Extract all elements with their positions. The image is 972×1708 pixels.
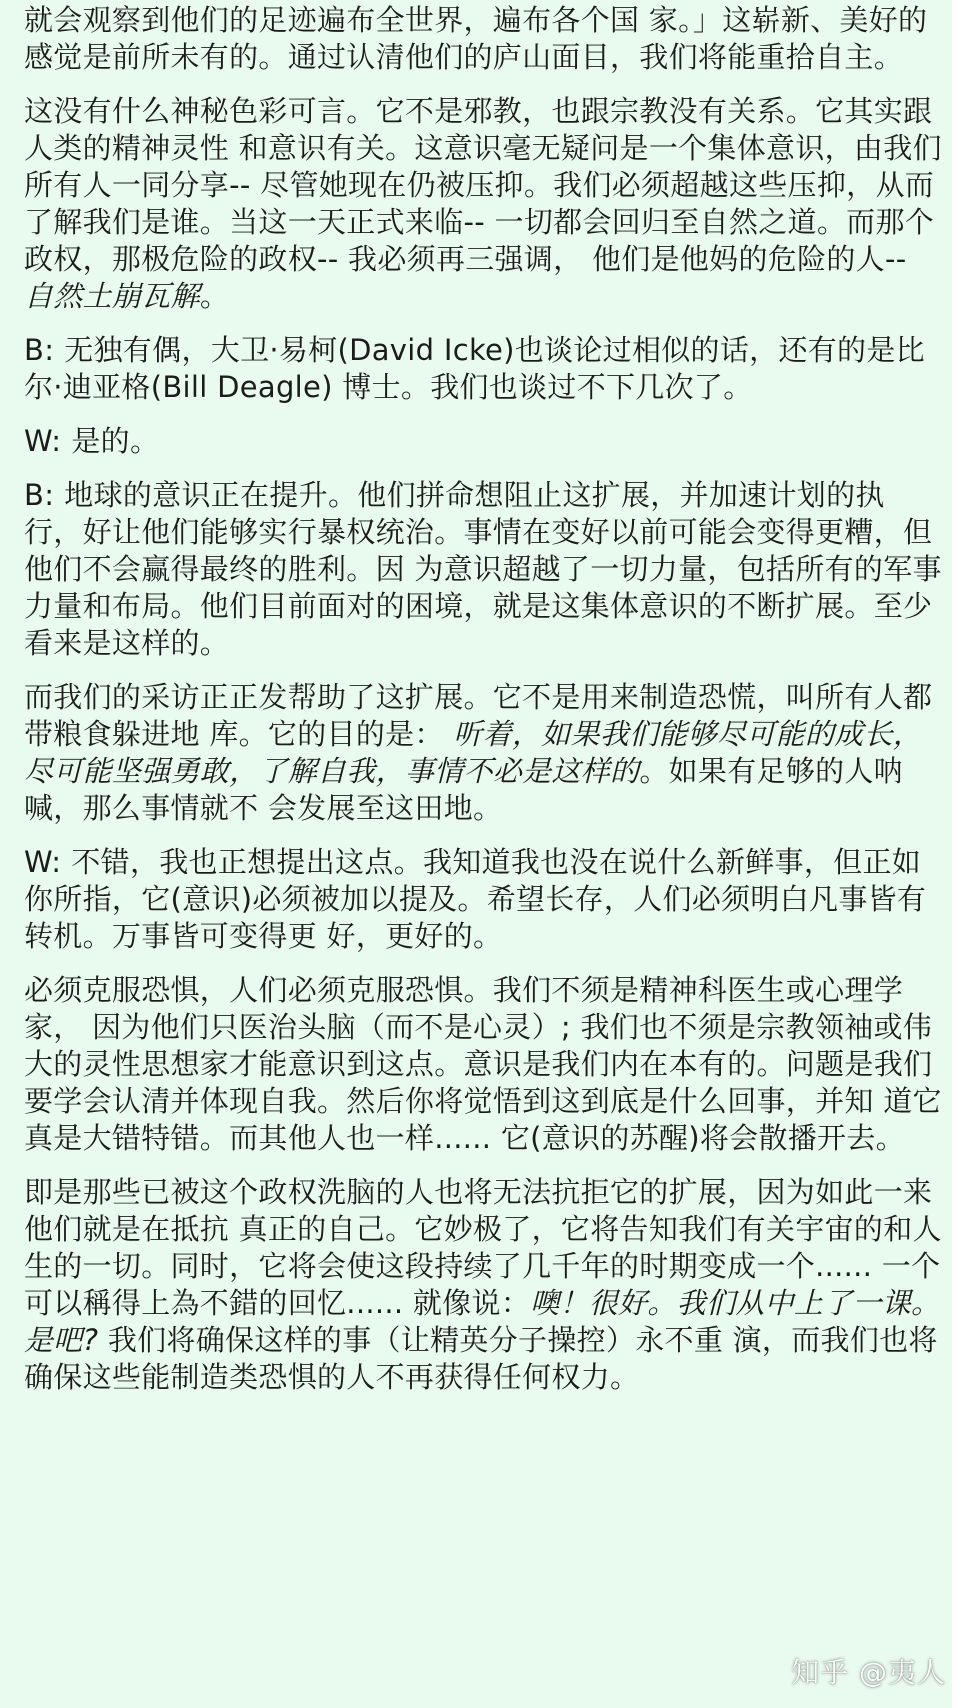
paragraph-text: 必须克服恐惧，人们必须克服恐惧。我们不须是精神科医生或心理学家， 因为他们只医治头脑（而不是心灵）; 我们也不须是宗教领袖或伟大的灵性思想家才能意识到这点。意识是我们内在本有的。问题是我们要学会认清并体现自我。然后你将觉悟到这到底是什么回事，并知 道它真是大错特错。而其他人也一样...... 它(意识的苏醒)将会散播开去。 — [24, 973, 942, 1155]
speaker-label: W: — [24, 845, 62, 879]
emphasized-text: 噢！很好。我们从中上了一课。是吧? — [24, 1286, 941, 1357]
article-paragraph — [24, 93, 942, 315]
right-gutter — [952, 0, 972, 1708]
emphasized-text: 自然土崩瓦解 — [24, 279, 200, 313]
article-paragraph — [24, 2, 942, 76]
article-paragraph — [24, 972, 942, 1157]
paragraph-text: 即是那些已被这个政权洗脑的人也将无法抗拒它的扩展，因为如此一来他们就是在抵抗 真正的自己。它妙极了，它将告知我们有关宇宙的和人生的一切。同时，它将会使这段持续了几千年的时期变成一个...... 一个可以稱得上為不錯的回忆...... 就像说： — [24, 1175, 942, 1320]
article-paragraph — [24, 477, 942, 662]
article-paragraph — [24, 1174, 942, 1396]
article-paragraph — [24, 332, 942, 406]
article-paragraph — [24, 423, 942, 460]
paragraph-text: 不错，我也正想提出这点。我知道我也没在说什么新鲜事，但正如你所指，它(意识)必须被加以提及。希望长存，人们必须明白凡事皆有转机。万事皆可变得更 好，更好的。 — [24, 845, 927, 953]
speaker-label: B: — [24, 333, 55, 367]
speaker-label: B: — [24, 478, 55, 512]
article-paragraph — [24, 844, 942, 955]
emphasized-text: 听着，如果我们能够尽可能的成长，尽可能坚强勇敢，了解自我，事情不必是这样的 — [24, 717, 923, 788]
paragraph-text: 。 — [199, 279, 230, 313]
article-paragraph — [24, 679, 942, 827]
paragraph-text: 我们将确保这样的事（让精英分子操控）永不重 演，而我们也将确保这些能制造类恐惧的人不再获得任何权力。 — [24, 1323, 938, 1394]
paragraph-text: 。如果有足够的人呐喊，那么事情就不 会发展至这田地。 — [24, 754, 904, 825]
speaker-label: W: — [24, 424, 62, 458]
paragraph-text: 无独有偶，大卫·易柯(David Icke)也谈论过相似的话，还有的是比尔·迪亚格(Bill Deagle) 博士。我们也谈过不下几次了。 — [24, 333, 925, 404]
paragraph-text: 就会观察到他们的足迹遍布全世界，遍布各个国 家。」这崭新、美好的感觉是前所未有的。通过认清他们的庐山面目，我们将能重拾自主。 — [24, 3, 928, 74]
paragraph-text: 这没有什么神秘色彩可言。它不是邪教，也跟宗教没有关系。它其实跟人类的精神灵性 和意识有关。这意识毫无疑问是一个集体意识，由我们所有人一同分享-- 尽管她现在仍被压抑。我们必须超越这些压抑，从而了解我们是谁。当这一天正式来临-- 一切都会回归至自然之道。而那个政权，那极危险的政权-- 我必须再三强调， 他们是他妈的危险的人-- — [24, 94, 942, 276]
paragraph-text: 是的。 — [71, 424, 160, 458]
paragraph-text: 地球的意识正在提升。他们拼命想阻止这扩展，并加速计划的执行，好让他们能够实行暴权统治。事情在变好以前可能会变得更糟，但他们不会赢得最终的胜利。因 为意识超越了一切力量，包括所有的军事力量和布局。他们目前面对的困境，就是这集体意识的不断扩展。至少看来是这样的。 — [24, 478, 942, 660]
watermark: 知乎 @夷人 — [791, 1656, 946, 1689]
paragraph-text: 而我们的采访正正发帮助了这扩展。它不是用来制造恐慌，叫所有人都带粮食躲进地 库。它的目的是： — [24, 680, 933, 751]
